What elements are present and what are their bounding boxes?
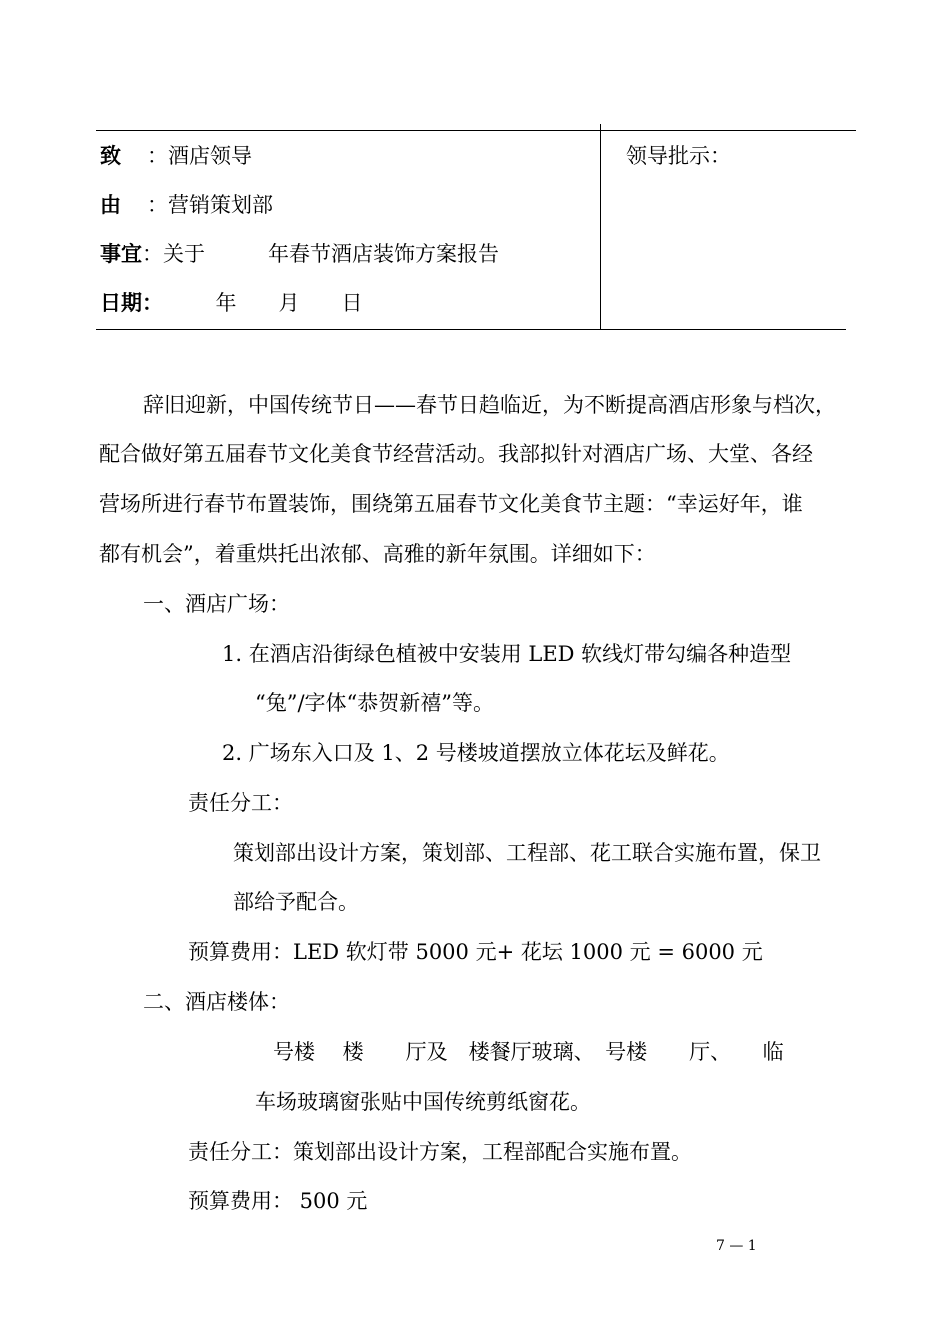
memo-header: [96, 130, 856, 330]
to-row: [100, 140, 252, 170]
intro-line-4: 都有机会”，着重烘托出浓郁、高雅的新年氛围。详细如下：: [99, 542, 656, 566]
section1-item1-line2: “兔”/字体“恭贺新禧”等。: [255, 691, 495, 715]
intro-line-3: 营场所进行春节布置装饰，围绕第五届春节文化美食节主题：“幸运好年，谁: [99, 492, 803, 516]
section2-title: 二、酒店楼体：: [143, 990, 290, 1014]
section1-item2: 2. 广场东入口及 1、2 号楼坡道摆放立体花坛及鲜花。: [222, 741, 730, 765]
header-divider: [600, 124, 601, 329]
header-top-rule: [96, 130, 856, 131]
section2-line1: 号楼 楼 厅及 楼餐厅玻璃、 号楼 厅、 临: [273, 1040, 784, 1064]
date-row: [100, 287, 363, 317]
from-value: ：营销策划部: [147, 193, 273, 217]
page-number: 7 — 1: [716, 1238, 757, 1254]
section2-budget: 预算费用： 500 元: [188, 1189, 368, 1213]
section2-line2: 车场玻璃窗张贴中国传统剪纸窗花。: [255, 1090, 591, 1114]
section1-duty-line2: 部给予配合。: [233, 890, 359, 914]
section2-duty: 责任分工：策划部出设计方案，工程部配合实施布置。: [188, 1140, 692, 1164]
to-label: 致: [100, 144, 121, 168]
section1-title: 一、酒店广场：: [143, 592, 290, 616]
subject-value: ：关于 年春节酒店装饰方案报告: [142, 242, 499, 266]
section1-duty-line1: 策划部出设计方案，策划部、工程部、花工联合实施布置，保卫: [233, 841, 821, 865]
to-value: ：酒店领导: [147, 144, 252, 168]
date-label: 日期：: [100, 291, 153, 315]
section1-item1-line1: 1. 在酒店沿街绿色植被中安装用 LED 软线灯带勾编各种造型: [222, 642, 792, 666]
from-row: [100, 189, 273, 219]
intro-line-2: 配合做好第五届春节文化美食节经营活动。我部拟针对酒店广场、大堂、各经: [99, 442, 813, 466]
subject-label: 事宜: [100, 242, 142, 266]
header-bottom-rule: [96, 329, 846, 330]
section1-budget: 预算费用：LED 软灯带 5000 元+ 花坛 1000 元 = 6000 元: [188, 940, 763, 964]
section1-duty-label: 责任分工：: [188, 791, 293, 815]
from-label: 由: [100, 193, 121, 217]
intro-line-1: 辞旧迎新，中国传统节日——春节日趋临近，为不断提高酒店形象与档次，: [143, 393, 836, 417]
subject-row: [100, 238, 499, 268]
date-value: 年 月 日: [152, 291, 363, 315]
approval-label: 领导批示：: [626, 144, 731, 168]
